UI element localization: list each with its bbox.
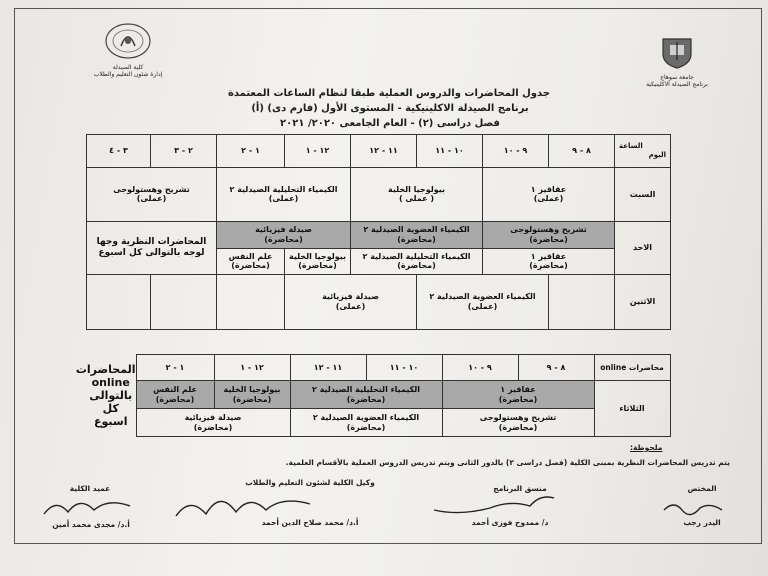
online-corner: محاضرات online [594,355,670,381]
course-name: الكيمياء العضوية الصيدلية ٢ [429,292,536,302]
class-cell [285,275,417,330]
time-slot: ١ - ٢ [217,135,285,168]
time-slot: ٨ - ٩ [518,355,594,381]
course-type: (محاضرة) [346,422,386,432]
face-to-face-note: المحاضرات النظرية وجها لوجه بالتوالى كل اسبوع [87,222,217,275]
empty-cell [217,275,285,330]
course-name: الكيمياء التحليلية الصيدلية ٢ [312,384,420,394]
online-row-b [86,409,670,437]
signature-role: منسق البرنامج [493,484,547,493]
class-cell [290,409,442,437]
online-schedule-table [75,354,671,437]
class-cell [217,248,285,274]
class-cell [351,248,483,274]
faculty-seal-icon [103,22,153,60]
university-logo [632,36,722,88]
class-cell [217,167,351,222]
class-cell [442,409,594,437]
class-cell [217,222,351,248]
online-header-row [86,355,670,381]
course-type: (محاضرة) [193,422,233,432]
course-type: (محاضرة) [397,235,436,245]
university-name: جامعة سوهاج [660,74,694,81]
empty-cell [151,275,217,330]
signature-scribble-2 [430,486,560,518]
notes-label: ملحوظة: [630,443,663,452]
weekly-schedule-table [86,134,671,330]
department-name: إدارة شئون التعليم والطلاب [93,71,163,78]
course-name: الكيمياء العضوية الصيدلية ٢ [312,412,420,422]
class-cell [87,167,217,222]
class-cell [214,381,290,409]
time-slot: ١ - ٢ [136,355,214,381]
class-cell [136,381,214,409]
day-label: الاثنين [615,275,671,330]
table-row-monday [87,275,671,330]
online-note [75,355,136,437]
course-type: (عملى) [268,194,299,204]
signature-name: اليدر رجب [683,518,721,527]
course-type: (محاضرة) [231,261,270,271]
course-type: (محاضرة) [298,261,337,271]
title-line-2: برنامج الصيدلة الاكلينيكية - المستوى الأول (فارم دى) (أ) [251,103,529,114]
time-slot: ١٠ - ١١ [366,355,442,381]
notes-text: يتم تدريس المحاضرات النظرية بمبنى الكلية (فصل دراسى ٢) بالدور الثانى ويتم تدريس الدروس العملية بالأقسام العلمية. [285,458,730,467]
table-row-saturday [87,167,671,222]
signature-role: المختص [687,484,717,493]
course-type: (محاضرة) [498,394,538,404]
time-slot: ١١ - ١٢ [290,355,366,381]
course-name: تشريح وهستولوجى [479,412,557,422]
course-name: الكيمياء التحليلية الصيدلية ٢ [229,184,338,194]
class-cell [483,248,615,274]
time-slot: ٢ - ٣ [151,135,217,168]
course-name: الكيمياء التحليلية الصيدلية ٢ [362,251,471,261]
title-line-1: جدول المحاضرات والدروس العملية طبقا لنظام الساعات المعتمدة [227,88,550,99]
course-type: (محاضرة) [397,261,436,271]
university-shield-icon [659,36,695,70]
class-cell [285,248,351,274]
signature-role: وكيل الكلية لشئون التعليم والطلاب [245,478,375,487]
online-row-a [86,381,670,409]
day-label: الثلاثاء [594,381,670,437]
course-name: علم النفس [228,251,273,261]
class-cell [351,167,483,222]
day-label: الاحد [615,222,671,275]
class-cell [136,409,290,437]
course-type: (محاضرة) [529,261,568,271]
course-type: (عملى) [136,194,167,204]
signature-name: أ.د/ محمد صلاح الدين أحمد [261,518,359,527]
class-cell [417,275,549,330]
class-cell [483,222,615,248]
signature-scribble-4 [38,492,138,522]
course-type: (محاضرة) [155,394,195,404]
faculty-name: كلية الصيدلة [112,64,144,71]
time-slot: ٨ - ٩ [549,135,615,168]
course-name: علم النفس [153,384,197,394]
corner-cell [615,135,671,168]
time-slot: ٩ - ١٠ [483,135,549,168]
course-type: ( عملى ) [398,194,435,204]
class-cell [483,167,615,222]
online-note-line-1: المحاضرات online [75,362,136,389]
faculty-logo [88,22,168,78]
course-name: صيدلة فيزيائية [322,292,379,302]
course-name: بيولوجيا الخلية [387,184,446,194]
course-name: تشريح وهستولوجى [510,225,587,235]
course-name: صيدلة فيزيائية [255,225,312,235]
time-slot: ١٠ - ١١ [417,135,483,168]
course-type: (عملى) [533,194,564,204]
course-type: (عملى) [467,302,498,312]
corner-day: اليوم [648,150,666,159]
class-cell [290,381,442,409]
signature-scribble-1 [660,496,730,518]
online-note-line-2: بالتوالى كل اسبوع [89,388,133,429]
class-cell [442,381,594,409]
course-type: (عملى) [335,302,366,312]
course-type: (محاضرة) [264,235,303,245]
time-slot: ١٢ - ١ [214,355,290,381]
signature-name: د/ ممدوح فوزى أحمد [471,518,549,527]
time-slot: ١٢ - ١ [285,135,351,168]
table-row-sunday-a [87,222,671,248]
table-header-row [87,135,671,168]
course-type: (محاضرة) [346,394,386,404]
course-name: الكيمياء العضوية الصيدلية ٢ [363,225,470,235]
time-slot: ٣ - ٤ [87,135,151,168]
course-name: بيولوجيا الخلية [288,251,347,261]
course-name: عقاقير ١ [530,184,567,194]
course-name: عقاقير ١ [530,251,567,261]
course-name: بيولوجيا الخلية [223,384,281,394]
corner-hour: الساعة [619,142,643,151]
empty-cell [87,275,151,330]
course-name: صيدلة فيزيائية [184,412,242,422]
time-slot: ١١ - ١٢ [351,135,417,168]
empty-cell [549,275,615,330]
program-name: برنامج الصيدلة الاكلينيكية [646,81,708,88]
day-label: السبت [615,167,671,222]
course-type: (محاضرة) [498,422,538,432]
course-type: (محاضرة) [232,394,272,404]
course-name: تشريح وهستولوجى [113,184,190,194]
signature-role: عميد الكلية [69,484,111,493]
signature-name: أ.د/ مجدى محمد أمين [52,520,130,529]
time-slot: ٩ - ١٠ [442,355,518,381]
course-type: (محاضرة) [529,235,568,245]
course-name: عقاقير ١ [500,384,536,394]
title-line-3: فصل دراسى (٢) - العام الجامعى ٢٠٢٠/ ٢٠٢١ [280,118,500,129]
class-cell [351,222,483,248]
